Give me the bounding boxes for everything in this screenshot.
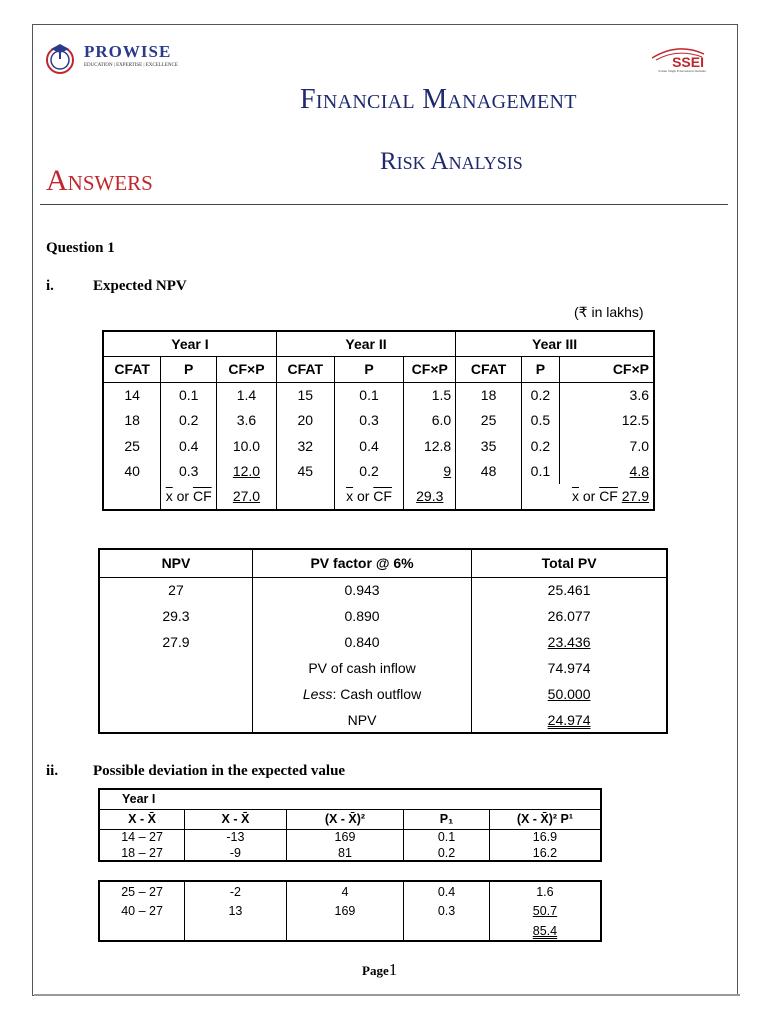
cell [99,681,252,707]
table-row [99,577,667,603]
cell: 27.9 [99,629,252,655]
cell: 0.3 [334,408,404,434]
cell: -2 [185,881,287,901]
cell [286,921,404,941]
col-header: P [521,357,559,383]
page-label: Page [362,963,389,978]
cell: 1.5 [404,382,456,408]
cell: 0.4 [161,433,217,459]
col-header: CF×P [559,357,654,383]
cell: 0.2 [404,845,490,861]
table-row [99,829,601,845]
cell: 0.3 [161,459,217,485]
cell: 23.436 [472,629,667,655]
cash-outflow-label: Less: Cash outflow [252,681,471,707]
npv-label: NPV [252,707,471,733]
cell: 0.1 [334,382,404,408]
table-row [99,881,601,901]
cell [99,921,185,941]
cell [404,459,456,485]
cell: 25 [103,433,161,459]
cell [404,921,490,941]
cell: 13 [185,901,287,921]
cell: 1.6 [489,881,601,901]
table-row [103,459,654,485]
cell [99,707,252,733]
cell: 25 [456,408,522,434]
cell: 48 [456,459,522,485]
header-row [99,549,667,577]
cell: 16.9 [489,829,601,845]
cell: 18 [103,408,161,434]
cell: 12.8 [404,433,456,459]
cell: 27 [99,577,252,603]
col-header: P₁ [404,809,490,829]
col-header: CFAT [276,357,334,383]
cell: 26.077 [472,603,667,629]
col-header: X - X̄ [185,809,287,829]
table-row [99,603,667,629]
cell [559,459,654,485]
header-divider [40,204,728,205]
cell: 3.6 [559,382,654,408]
col-header: X - X̄ [99,809,185,829]
cell-value: 9 [443,463,452,480]
cell: 81 [286,845,404,861]
cell: 1.4 [217,382,277,408]
part-ii-title: Possible deviation in the expected value [93,763,346,779]
table-row [103,408,654,434]
deviation-table-continued [98,880,602,942]
cell: 40 [103,459,161,485]
question-heading: Question 1 [46,240,115,256]
cell: 0.2 [521,433,559,459]
table-row [99,681,667,707]
cell: 18 [456,382,522,408]
cell: 20 [276,408,334,434]
table-row [99,629,667,655]
cell [456,484,522,510]
part-i-number: i. [46,278,54,294]
total-value: 85.4 [489,921,601,941]
cell: 169 [286,829,404,845]
ssei-subtitle: Sohan Singh Educational Institute [658,69,706,73]
cell: 0.2 [521,382,559,408]
cell: 0.2 [161,408,217,434]
total-row [103,484,654,510]
cell: 0.1 [521,459,559,485]
ssei-wordmark: SSEI [672,54,704,70]
col-header: P [161,357,217,383]
year-header-row [103,331,654,357]
cell: 35 [456,433,522,459]
cell [185,921,287,941]
column-header-row [103,357,654,383]
year-2-header: Year II [276,331,455,357]
cash-outflow-value: 50.000 [472,681,667,707]
page-number-value: 1 [388,960,398,979]
cell: 25 – 27 [99,881,185,901]
unit-note: (₹ in lakhs) [574,304,644,320]
cell: 15 [276,382,334,408]
col-header: Total PV [472,549,667,577]
cell: 32 [276,433,334,459]
cell: 169 [286,901,404,921]
total-value: 27.0 [217,484,277,510]
cell: 45 [276,459,334,485]
part-ii-number: ii. [46,763,59,779]
cell: 12.5 [559,408,654,434]
year-1-header: Year I [103,331,276,357]
table-row [99,845,601,861]
cell: 0.4 [404,881,490,901]
cell: 25.461 [472,577,667,603]
pv-inflow-value: 74.974 [472,655,667,681]
col-header: P [334,357,404,383]
cell: 0.1 [161,382,217,408]
table-row [103,382,654,408]
cell: 10.0 [217,433,277,459]
col-header: CF×P [217,357,277,383]
cell: -13 [185,829,287,845]
cell: 0.5 [521,408,559,434]
brand-tagline: EDUCATION | EXPERTISE | EXCELLENCE [84,63,178,68]
cell-value: 12.0 [232,463,261,480]
prowise-emblem-icon [42,40,78,76]
col-header: NPV [99,549,252,577]
npv-value: 24.974 [472,707,667,733]
page-shadow [34,994,740,996]
cell [99,655,252,681]
cell: -9 [185,845,287,861]
cell [103,484,161,510]
cell: 16.2 [489,845,601,861]
cell: 0.2 [334,459,404,485]
table-row [103,433,654,459]
prowise-logo [42,40,182,78]
table-row [99,901,601,921]
chapter-title: Risk Analysis [380,148,523,175]
page-number [362,960,397,980]
part-i-title: Expected NPV [93,278,187,294]
col-header: (X - X̄)² P¹ [489,809,601,829]
table-row [99,655,667,681]
total-value: 27.9 [621,488,649,505]
total-label: $\overline{x}$ or $\overline{CF}$ 27.9 [521,484,654,510]
cell [217,459,277,485]
expected-cashflow-table [102,330,655,511]
col-header: CF×P [404,357,456,383]
year-3-header: Year III [456,331,654,357]
npv-table [98,548,668,734]
cell: 40 – 27 [99,901,185,921]
cell: 4 [286,881,404,901]
cell-value: 4.8 [629,463,649,480]
cell: 50.7 [489,901,601,921]
col-header: (X - X̄)² [286,809,404,829]
col-header: CFAT [456,357,522,383]
brand-name: PROWISE [84,42,172,61]
total-value: 29.3 [404,484,456,510]
cell: 0.4 [334,433,404,459]
table-row [99,707,667,733]
deviation-table [98,788,602,862]
cell: 14 [103,382,161,408]
cell: 0.3 [404,901,490,921]
cell: 0.943 [252,577,471,603]
pv-inflow-label: PV of cash inflow [252,655,471,681]
cell: 0.890 [252,603,471,629]
cell: 6.0 [404,408,456,434]
col-header: CFAT [103,357,161,383]
total-label: $\overline{x}$ or $\overline{CF}$ [334,484,404,510]
section-title: Answers [46,164,153,197]
header-row [99,809,601,829]
ssei-logo [648,44,708,74]
total-label: $\overline{x}$ or $\overline{CF}$ [161,484,217,510]
cell: 7.0 [559,433,654,459]
cell [276,484,334,510]
col-header: PV factor @ 6% [252,549,471,577]
year-row [99,789,601,809]
year-label: Year I [99,789,601,809]
cell: 18 – 27 [99,845,185,861]
total-row [99,921,601,941]
cell: 14 – 27 [99,829,185,845]
cell: 3.6 [217,408,277,434]
subject-title: Financial Management [300,84,577,115]
cell: 29.3 [99,603,252,629]
cell: 0.840 [252,629,471,655]
cell: 0.1 [404,829,490,845]
